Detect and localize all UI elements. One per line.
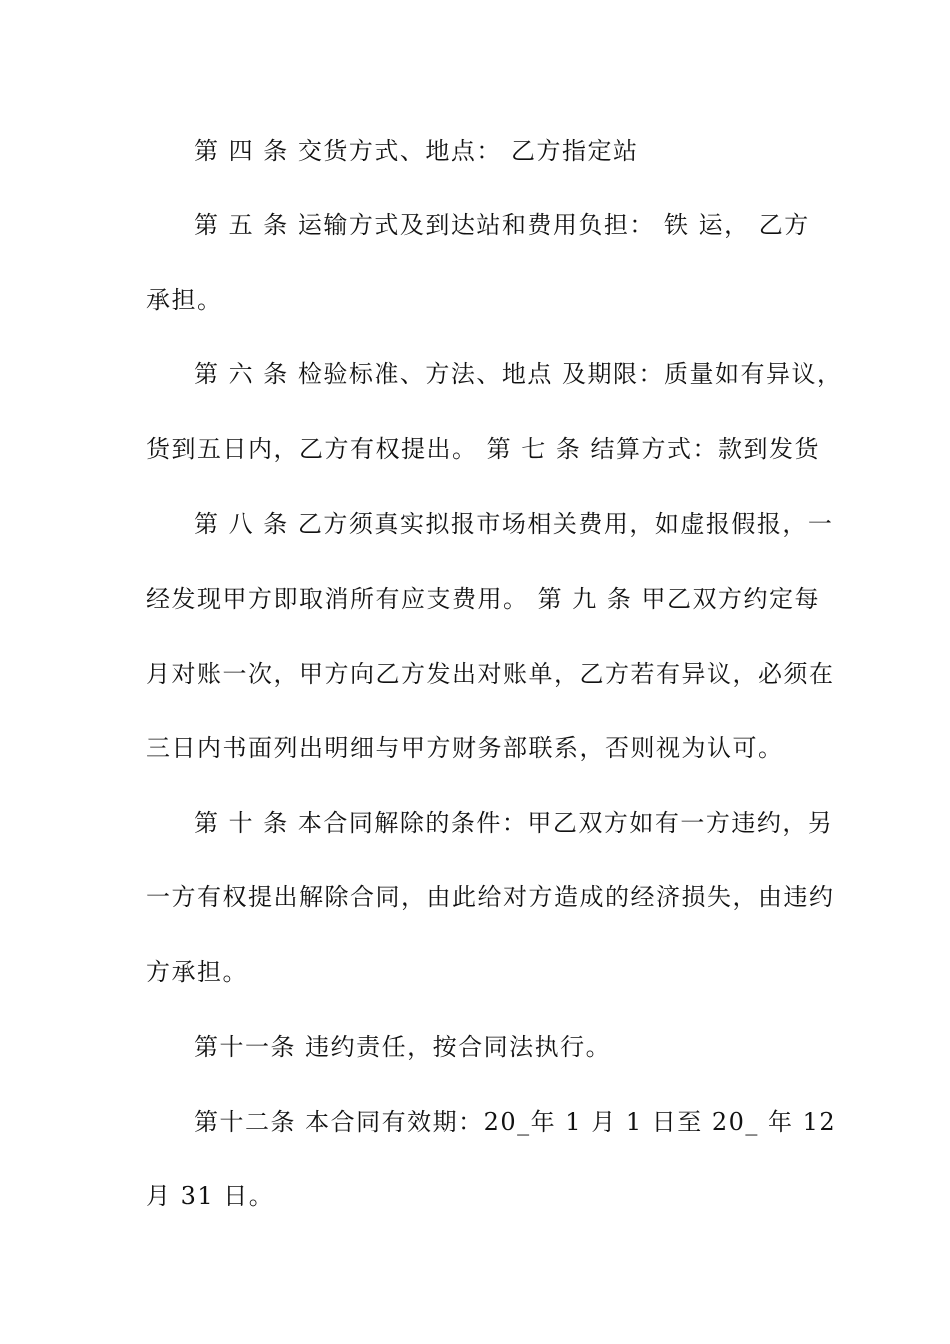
article-10-continuation-1: 一方有权提出解除合同，由此给对方造成的经济损失，由违约 [146,883,835,911]
article-10-continuation-2: 方承担。 [146,958,248,986]
article-9-continuation-2: 三日内书面列出明细与甲方财务部联系，否则视为认可。 [146,734,784,762]
article-6-7-line: 货到五日内，乙方有权提出。 第 七 条 结算方式：款到发货 [146,435,821,463]
article-10-line: 第 十 条 本合同解除的条件：甲乙双方如有一方违约，另 [194,809,834,837]
article-5-line: 第 五 条 运输方式及到达站和费用负担： 铁 运， 乙方 [194,211,810,239]
article-6-line: 第 六 条 检验标准、方法、地点 及期限：质量如有异议， [194,360,843,388]
article-11-line: 第十一条 违约责任，按合同法执行。 [194,1033,612,1061]
article-4-line: 第 四 条 交货方式、地点： 乙方指定站 [194,137,639,165]
article-8-9-line: 经发现甲方即取消所有应支费用。 第 九 条 甲乙双方约定每 [146,585,821,613]
article-9-continuation-1: 月对账一次，甲方向乙方发出对账单，乙方若有异议，必须在 [146,660,835,688]
article-5-continuation: 承担。 [146,286,223,314]
article-12-line: 第十二条 本合同有效期：20_年 1 月 1 日至 20_ 年 12 [194,1108,837,1136]
article-8-line: 第 八 条 乙方须真实拟报市场相关费用，如虚报假报，一 [194,510,834,538]
article-12-continuation: 月 31 日。 [146,1182,275,1210]
